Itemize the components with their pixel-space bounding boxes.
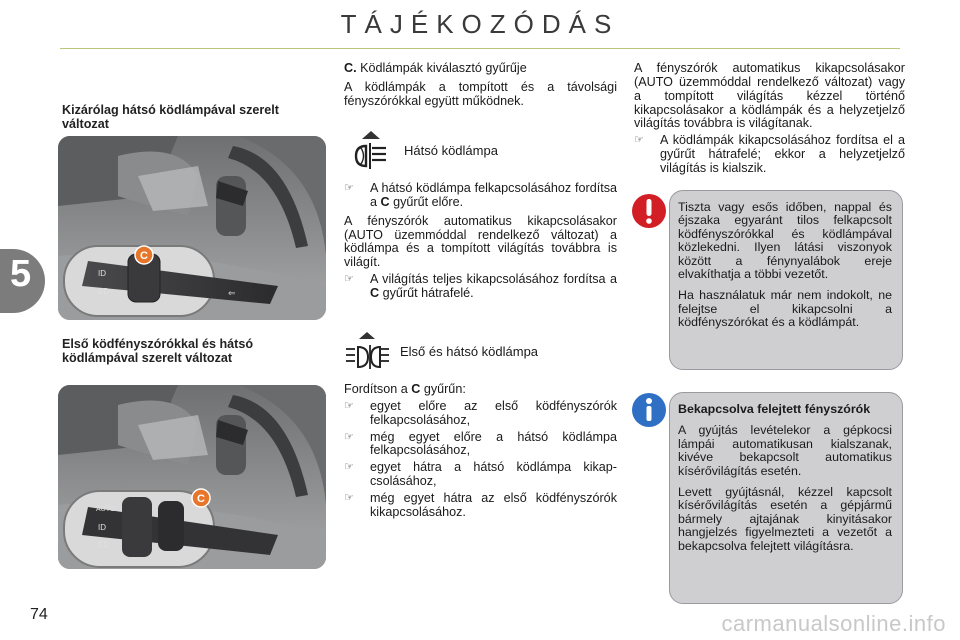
svg-text:ID: ID xyxy=(98,523,106,532)
info-text-1: A gyújtás levételekor a gépkocsi lámpái automatikusan kialszanak, kivéve bekapcsolt automatikus kísérővilágítás esetén. xyxy=(678,423,892,478)
rear-fog-instructions xyxy=(344,182,617,301)
warning-note xyxy=(669,190,903,370)
rear-auto-text: A fényszórók automatikus kikapcsolásakor (AUTO üzemmóddal rendelkező változat) a ködlámpa és a tompított világítás továbbra is világít. xyxy=(344,213,617,270)
list-item: ☞ még egyet előre a hátsó ködlámpa felkapcsolásához, xyxy=(344,429,617,458)
rear-fog-label: Hátsó ködlámpa xyxy=(404,142,498,158)
hand-pointer-icon: ☞ xyxy=(344,273,354,286)
auto-label: AUTO xyxy=(96,506,116,513)
chapter-number: 5 xyxy=(10,253,32,295)
section-heading-rear-only: Kizárólag hátsó ködlámpával szerelt változat xyxy=(62,103,279,131)
svg-text:ED: ED xyxy=(98,540,110,549)
info-text-2: Levett gyújtásnál, kézzel kapcsolt kísérővilágítás esetén a gépjármű bármely ajtajának kinyitásakor hangjelzés figyelmezteti a vezetőt a bekapcsolva felejtett világításra. xyxy=(678,484,892,553)
list-item: ☞ még egyet hátra az első ködfényszórók kikapcsolásához. xyxy=(344,490,617,519)
info-icon xyxy=(630,391,668,429)
info-title: Bekapcsolva felejtett fényszórók xyxy=(678,402,871,416)
info-note xyxy=(669,392,903,604)
turn-intro: Fordítson a C gyűrűn: xyxy=(344,382,466,396)
front-rear-instructions xyxy=(344,383,617,520)
stalk-illustration-auto xyxy=(58,385,326,569)
hand-pointer-icon: ☞ xyxy=(344,182,354,194)
intro-text: A ködlámpák a tompított és a távolsági fényszórókkal együtt működnek. xyxy=(344,79,617,108)
photo-stalk-front-rear xyxy=(58,385,326,569)
hand-pointer-icon: ☞ xyxy=(634,134,644,147)
page-title: TÁJÉKOZÓDÁS xyxy=(340,9,620,39)
exclamation-icon xyxy=(630,192,668,230)
front-rear-fog-label: Első és hátsó ködlámpa xyxy=(400,343,539,359)
list-item: ☞ egyet hátra a hátsó ködlámpa kikapcsolásához, xyxy=(344,460,617,489)
warning-text-1: Tiszta vagy esős időben, nappal és éjszaka egyaránt tilos felkapcsolt ködfényszórókkal és ködlámpával közlekedni. Ilyen látási viszonyok között a fénynyalábok ereje elvakíthatja a többi vezetőt. xyxy=(678,200,892,281)
title-rule xyxy=(60,48,900,49)
rear-fog-legend xyxy=(352,130,498,172)
list-item: ☞ A ködlámpák kikapcsolásához fordítsa el a gyűrűt hátrafelé; ekkor a helyzetjelző világítás is kialszik. xyxy=(634,133,905,175)
list-item: ☞ egyet előre az első ködfényszórók felkapcsolásához, xyxy=(344,398,617,427)
warning-text-2: Ha használatuk már nem indokolt, ne felejtse el kikapcsolni a ködfényszórókat és a ködlámpát. xyxy=(678,288,892,330)
rear-fog-lamp-icon xyxy=(352,130,390,172)
list-item: ☞ A hátsó ködlámpa felkapcsolásához fordítsa a C gyűrűt előre. xyxy=(344,181,617,209)
c-ring-description xyxy=(344,62,617,109)
stalk-illustration xyxy=(58,136,326,320)
c-title: Ködlámpák kiválasztó gyűrűje xyxy=(360,61,527,75)
ring-label-c-2: C xyxy=(197,493,205,505)
watermark: carmanualsonline.info xyxy=(721,610,946,636)
hand-pointer-icon: ☞ xyxy=(344,399,354,412)
section-heading-front-rear: Első ködfényszórókkal és hátsó ködlámpával szerelt változat xyxy=(62,337,254,365)
hand-pointer-icon: ☞ xyxy=(344,491,354,504)
list-item: ☞ A világítás teljes kikapcsolásához fordítsa a C gyűrűt hátrafelé. xyxy=(344,272,617,300)
front-rear-fog-legend xyxy=(344,331,538,373)
hand-pointer-icon: ☞ xyxy=(344,461,354,474)
c-label: C. xyxy=(344,61,357,75)
svg-text:ID: ID xyxy=(98,269,106,278)
front-rear-fog-lamp-icon xyxy=(344,331,390,373)
ring-label-c: C xyxy=(140,250,148,262)
hand-pointer-icon: ☞ xyxy=(344,430,354,443)
svg-text:ED: ED xyxy=(98,287,110,296)
svg-text:⇐: ⇐ xyxy=(228,288,236,298)
page-number: 74 xyxy=(30,606,48,623)
auto-mode-text: A fényszórók automatikus kikapcsolásakor (AUTO üzemmóddal rendelkező változat) vagy a tompított világítás kézzel történő kikapcsolásakor a ködlámpák és a helyzetjelző világítás továbbra is világítanak. ☞ A ködlámpák kikapcsolásához fordítsa el a gyűrűt hátrafelé; ekkor a helyzetjelző világítás is kialszik. xyxy=(634,61,905,175)
photo-stalk-rear-only xyxy=(58,136,326,320)
